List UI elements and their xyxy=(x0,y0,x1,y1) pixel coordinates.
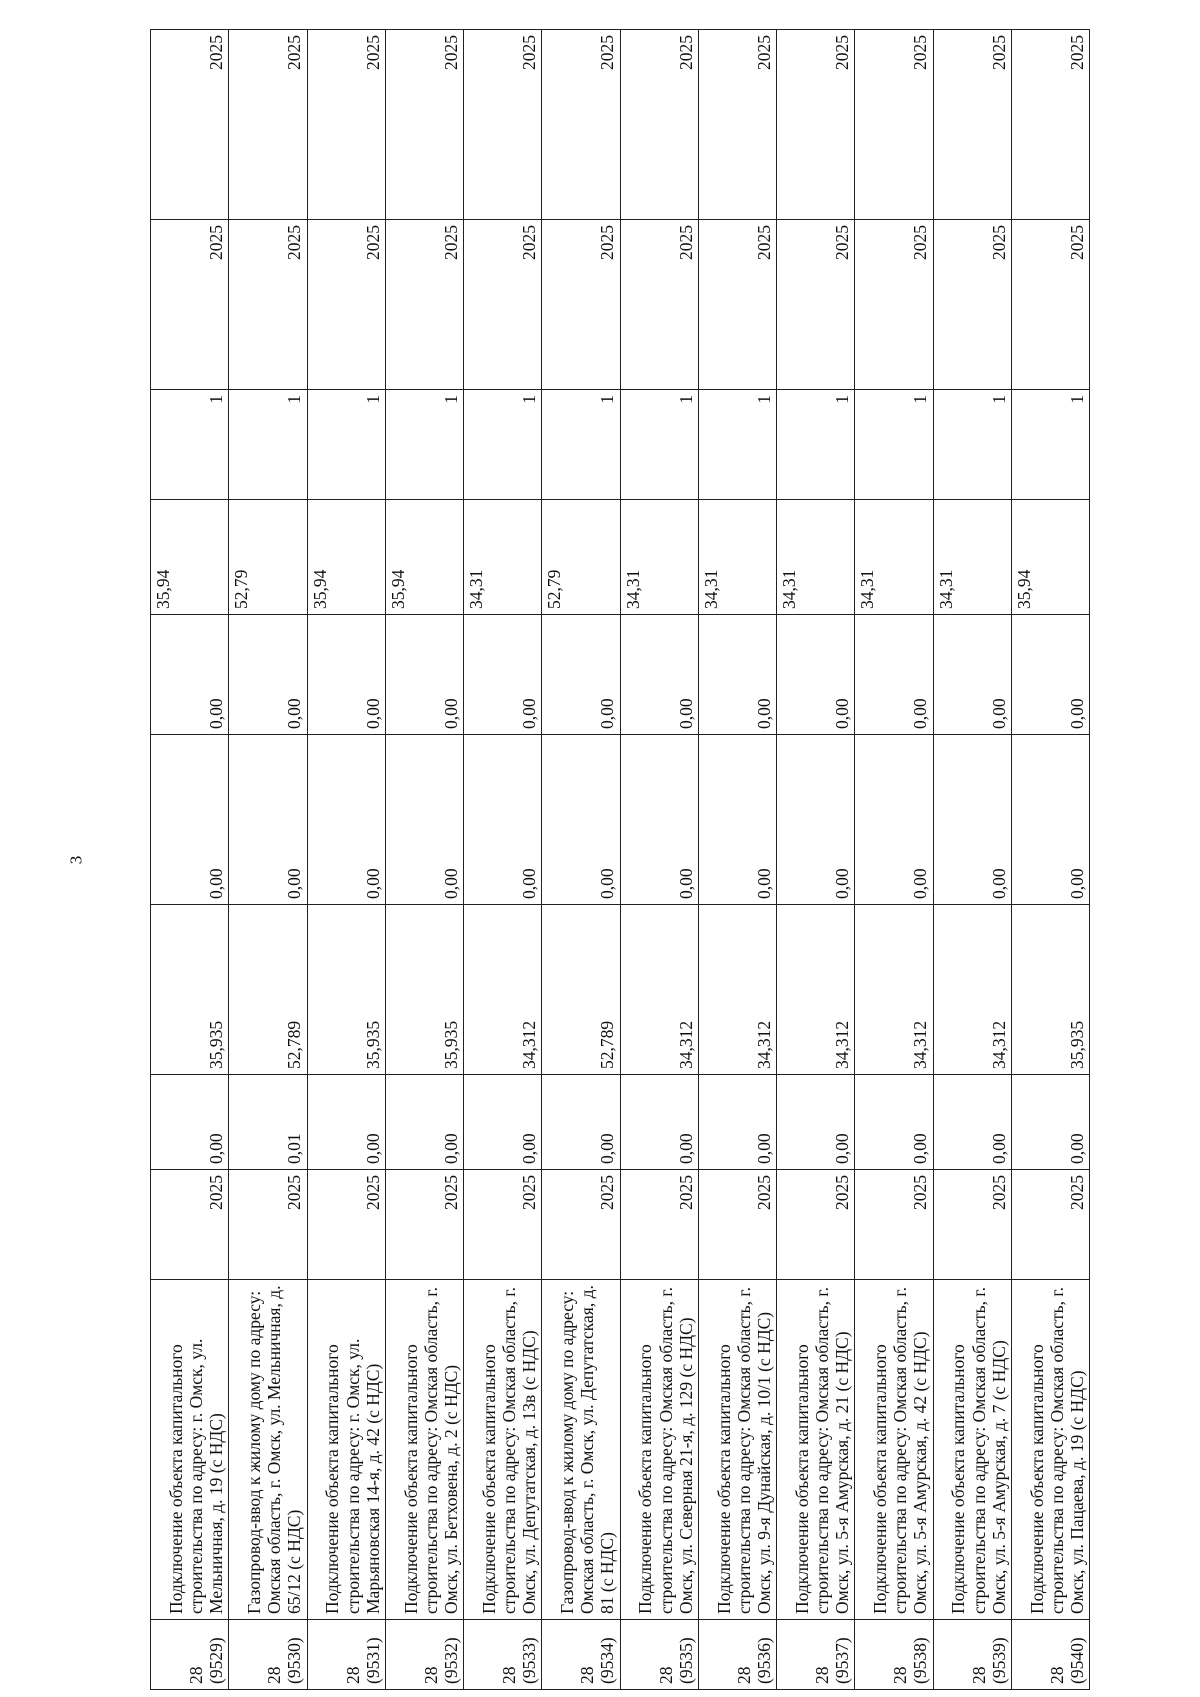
value-5: 34,31 xyxy=(777,500,855,615)
value-3: 0,00 xyxy=(933,735,1011,905)
year-start: 2025 xyxy=(385,1170,463,1280)
value-4: 0,00 xyxy=(855,615,933,735)
object-name: Газопровод-ввод к жилому дому по адресу: Омская область, г. Омск, ул. Мельничная, д. 65/12 (с НДС) xyxy=(229,1280,307,1620)
value-4: 0,00 xyxy=(307,615,385,735)
value-3: 0,00 xyxy=(777,735,855,905)
year-start: 2025 xyxy=(464,1170,542,1280)
count-value: 1 xyxy=(698,390,776,500)
year-start: 2025 xyxy=(229,1170,307,1280)
year-2: 2025 xyxy=(620,220,698,390)
object-name: Подключение объекта капитального строительства по адресу: Омская область, г. Омск, ул. 9-я Дунайская, д. 10/1 (с НДС) xyxy=(698,1280,776,1620)
row-code: (9530) xyxy=(284,1637,305,1684)
value-5: 35,94 xyxy=(385,500,463,615)
row-code: (9538) xyxy=(910,1637,931,1684)
year-start: 2025 xyxy=(542,1170,620,1280)
year-2: 2025 xyxy=(777,220,855,390)
object-name: Газопровод-ввод к жилому дому по адресу: Омская область, г. Омск, ул. Депутатская, д. 81 (с НДС) xyxy=(542,1280,620,1620)
value-2: 34,312 xyxy=(777,905,855,1075)
object-name: Подключение объекта капитального строительства по адресу: Омская область, г. Омск, ул. 5-я Амурская, д. 7 (с НДС) xyxy=(933,1280,1011,1620)
row-code: (9540) xyxy=(1066,1637,1087,1684)
object-name: Подключение объекта капитального строительства по адресу: Омская область, г. Омск, ул. Северная 21-я, д. 129 (с НДС) xyxy=(620,1280,698,1620)
table-row xyxy=(542,30,620,1690)
year-start: 2025 xyxy=(933,1170,1011,1280)
row-code: (9533) xyxy=(519,1637,540,1684)
table-row xyxy=(855,30,933,1690)
year-3: 2025 xyxy=(698,30,776,220)
value-2: 34,312 xyxy=(698,905,776,1075)
row-number: 28 xyxy=(577,1666,598,1684)
value-4: 0,00 xyxy=(151,615,229,735)
row-number: 28 xyxy=(342,1666,363,1684)
value-1: 0,00 xyxy=(1011,1075,1089,1170)
object-name: Подключение объекта капитального строительства по адресу: Омская область, г. Омск, ул. Бетховена, д. 2 (с НДС) xyxy=(385,1280,463,1620)
count-value: 1 xyxy=(620,390,698,500)
value-3: 0,00 xyxy=(542,735,620,905)
row-number: 28 xyxy=(890,1666,911,1684)
year-start: 2025 xyxy=(307,1170,385,1280)
year-start: 2025 xyxy=(698,1170,776,1280)
row-number-cell xyxy=(307,1620,385,1690)
value-4: 0,00 xyxy=(1011,615,1089,735)
year-start: 2025 xyxy=(1011,1170,1089,1280)
year-3: 2025 xyxy=(1011,30,1089,220)
row-code: (9531) xyxy=(362,1637,383,1684)
value-5: 34,31 xyxy=(933,500,1011,615)
count-value: 1 xyxy=(777,390,855,500)
value-5: 34,31 xyxy=(855,500,933,615)
year-2: 2025 xyxy=(385,220,463,390)
table-row xyxy=(698,30,776,1690)
row-number: 28 xyxy=(264,1666,285,1684)
value-1: 0,00 xyxy=(151,1075,229,1170)
row-number: 28 xyxy=(1046,1666,1067,1684)
row-number: 28 xyxy=(186,1666,206,1684)
row-code: (9534) xyxy=(597,1637,618,1684)
year-start: 2025 xyxy=(151,1170,229,1280)
year-3: 2025 xyxy=(933,30,1011,220)
table-row xyxy=(620,30,698,1690)
value-4: 0,00 xyxy=(698,615,776,735)
year-3: 2025 xyxy=(307,30,385,220)
year-3: 2025 xyxy=(385,30,463,220)
value-3: 0,00 xyxy=(1011,735,1089,905)
value-1: 0,00 xyxy=(542,1075,620,1170)
value-5: 52,79 xyxy=(229,500,307,615)
value-2: 52,789 xyxy=(542,905,620,1075)
table-body xyxy=(151,30,1090,1690)
row-code: (9532) xyxy=(440,1637,461,1684)
table-row xyxy=(385,30,463,1690)
row-number-cell xyxy=(855,1620,933,1690)
row-number: 28 xyxy=(655,1666,676,1684)
object-name: Подключение объекта капитального строительства по адресу: Омская область, г. Омск, ул. 5-я Амурская, д. 21 (с НДС) xyxy=(777,1280,855,1620)
value-4: 0,00 xyxy=(542,615,620,735)
value-2: 35,935 xyxy=(385,905,463,1075)
count-value: 1 xyxy=(307,390,385,500)
row-number-cell xyxy=(229,1620,307,1690)
row-number: 28 xyxy=(733,1666,754,1684)
count-value: 1 xyxy=(385,390,463,500)
value-2: 34,312 xyxy=(464,905,542,1075)
value-4: 0,00 xyxy=(620,615,698,735)
value-5: 34,31 xyxy=(620,500,698,615)
value-3: 0,00 xyxy=(307,735,385,905)
year-start: 2025 xyxy=(777,1170,855,1280)
count-value: 1 xyxy=(1011,390,1089,500)
year-3: 2025 xyxy=(855,30,933,220)
value-5: 35,94 xyxy=(151,500,229,615)
page-number: 3 xyxy=(66,855,86,865)
count-value: 1 xyxy=(151,390,229,500)
row-number-cell xyxy=(542,1620,620,1690)
value-3: 0,00 xyxy=(385,735,463,905)
value-2: 34,312 xyxy=(620,905,698,1075)
year-3: 2025 xyxy=(542,30,620,220)
year-3: 2025 xyxy=(229,30,307,220)
value-1: 0,00 xyxy=(307,1075,385,1170)
table-row xyxy=(1011,30,1089,1690)
row-number: 28 xyxy=(499,1666,519,1684)
row-number-cell xyxy=(1011,1620,1089,1690)
value-3: 0,00 xyxy=(229,735,307,905)
value-1: 0,00 xyxy=(698,1075,776,1170)
year-2: 2025 xyxy=(464,220,542,390)
value-3: 0,00 xyxy=(620,735,698,905)
value-5: 35,94 xyxy=(307,500,385,615)
value-1: 0,00 xyxy=(464,1075,542,1170)
row-code: (9535) xyxy=(675,1637,696,1684)
row-number-cell xyxy=(620,1620,698,1690)
row-number-cell xyxy=(933,1620,1011,1690)
row-code: (9536) xyxy=(753,1637,774,1684)
table-row xyxy=(777,30,855,1690)
value-2: 35,935 xyxy=(307,905,385,1075)
table-row xyxy=(307,30,385,1690)
table-row xyxy=(151,30,229,1690)
row-number: 28 xyxy=(420,1666,441,1684)
investment-table-container xyxy=(150,30,1090,1690)
value-2: 34,312 xyxy=(855,905,933,1075)
value-4: 0,00 xyxy=(229,615,307,735)
year-3: 2025 xyxy=(620,30,698,220)
row-number-cell xyxy=(777,1620,855,1690)
value-3: 0,00 xyxy=(698,735,776,905)
year-2: 2025 xyxy=(855,220,933,390)
object-name: Подключение объекта капитального строительства по адресу: г. Омск, ул. Марьяновская 14-я, д. 42 (с НДС) xyxy=(307,1280,385,1620)
year-2: 2025 xyxy=(1011,220,1089,390)
value-4: 0,00 xyxy=(385,615,463,735)
table-row xyxy=(229,30,307,1690)
count-value: 1 xyxy=(229,390,307,500)
row-code: (9537) xyxy=(832,1637,853,1684)
value-1: 0,00 xyxy=(620,1075,698,1170)
investment-table xyxy=(150,29,1090,1690)
value-5: 35,94 xyxy=(1011,500,1089,615)
table-row xyxy=(933,30,1011,1690)
value-2: 34,312 xyxy=(933,905,1011,1075)
year-start: 2025 xyxy=(620,1170,698,1280)
year-3: 2025 xyxy=(777,30,855,220)
value-2: 35,935 xyxy=(1011,905,1089,1075)
count-value: 1 xyxy=(542,390,620,500)
value-3: 0,00 xyxy=(855,735,933,905)
value-1: 0,00 xyxy=(777,1075,855,1170)
year-2: 2025 xyxy=(542,220,620,390)
row-number-cell xyxy=(385,1620,463,1690)
year-3: 2025 xyxy=(464,30,542,220)
value-1: 0,00 xyxy=(933,1075,1011,1170)
count-value: 1 xyxy=(933,390,1011,500)
value-4: 0,00 xyxy=(777,615,855,735)
count-value: 1 xyxy=(464,390,542,500)
table-row xyxy=(464,30,542,1690)
value-5: 34,31 xyxy=(698,500,776,615)
row-number-cell xyxy=(151,1620,229,1690)
value-4: 0,00 xyxy=(933,615,1011,735)
row-number: 28 xyxy=(968,1666,989,1684)
year-2: 2025 xyxy=(307,220,385,390)
object-name: Подключение объекта капитального строительства по адресу: Омская область, г. Омск, ул. Пацаева, д. 19 (с НДС) xyxy=(1011,1280,1089,1620)
value-1: 0,00 xyxy=(385,1075,463,1170)
value-1: 0,01 xyxy=(229,1075,307,1170)
row-number-cell xyxy=(698,1620,776,1690)
year-3: 2025 xyxy=(151,30,229,220)
value-2: 35,935 xyxy=(151,905,229,1075)
year-2: 2025 xyxy=(698,220,776,390)
object-name: Подключение объекта капитального строительства по адресу: г. Омск, ул. Мельничная, д. 19 (с НДС) xyxy=(151,1280,229,1620)
year-2: 2025 xyxy=(933,220,1011,390)
year-2: 2025 xyxy=(229,220,307,390)
row-number-cell xyxy=(464,1620,542,1690)
value-5: 52,79 xyxy=(542,500,620,615)
value-3: 0,00 xyxy=(151,735,229,905)
value-5: 34,31 xyxy=(464,500,542,615)
value-2: 52,789 xyxy=(229,905,307,1075)
value-4: 0,00 xyxy=(464,615,542,735)
year-start: 2025 xyxy=(855,1170,933,1280)
value-1: 0,00 xyxy=(855,1075,933,1170)
object-name: Подключение объекта капитального строительства по адресу: Омская область, г. Омск, ул. Депутатская, д. 13в (с НДС) xyxy=(464,1280,542,1620)
row-code: (9539) xyxy=(988,1637,1009,1684)
count-value: 1 xyxy=(855,390,933,500)
row-code: (9529) xyxy=(206,1637,227,1684)
object-name: Подключение объекта капитального строительства по адресу: Омская область, г. Омск, ул. 5-я Амурская, д. 42 (с НДС) xyxy=(855,1280,933,1620)
value-3: 0,00 xyxy=(464,735,542,905)
row-number: 28 xyxy=(812,1666,832,1684)
year-2: 2025 xyxy=(151,220,229,390)
